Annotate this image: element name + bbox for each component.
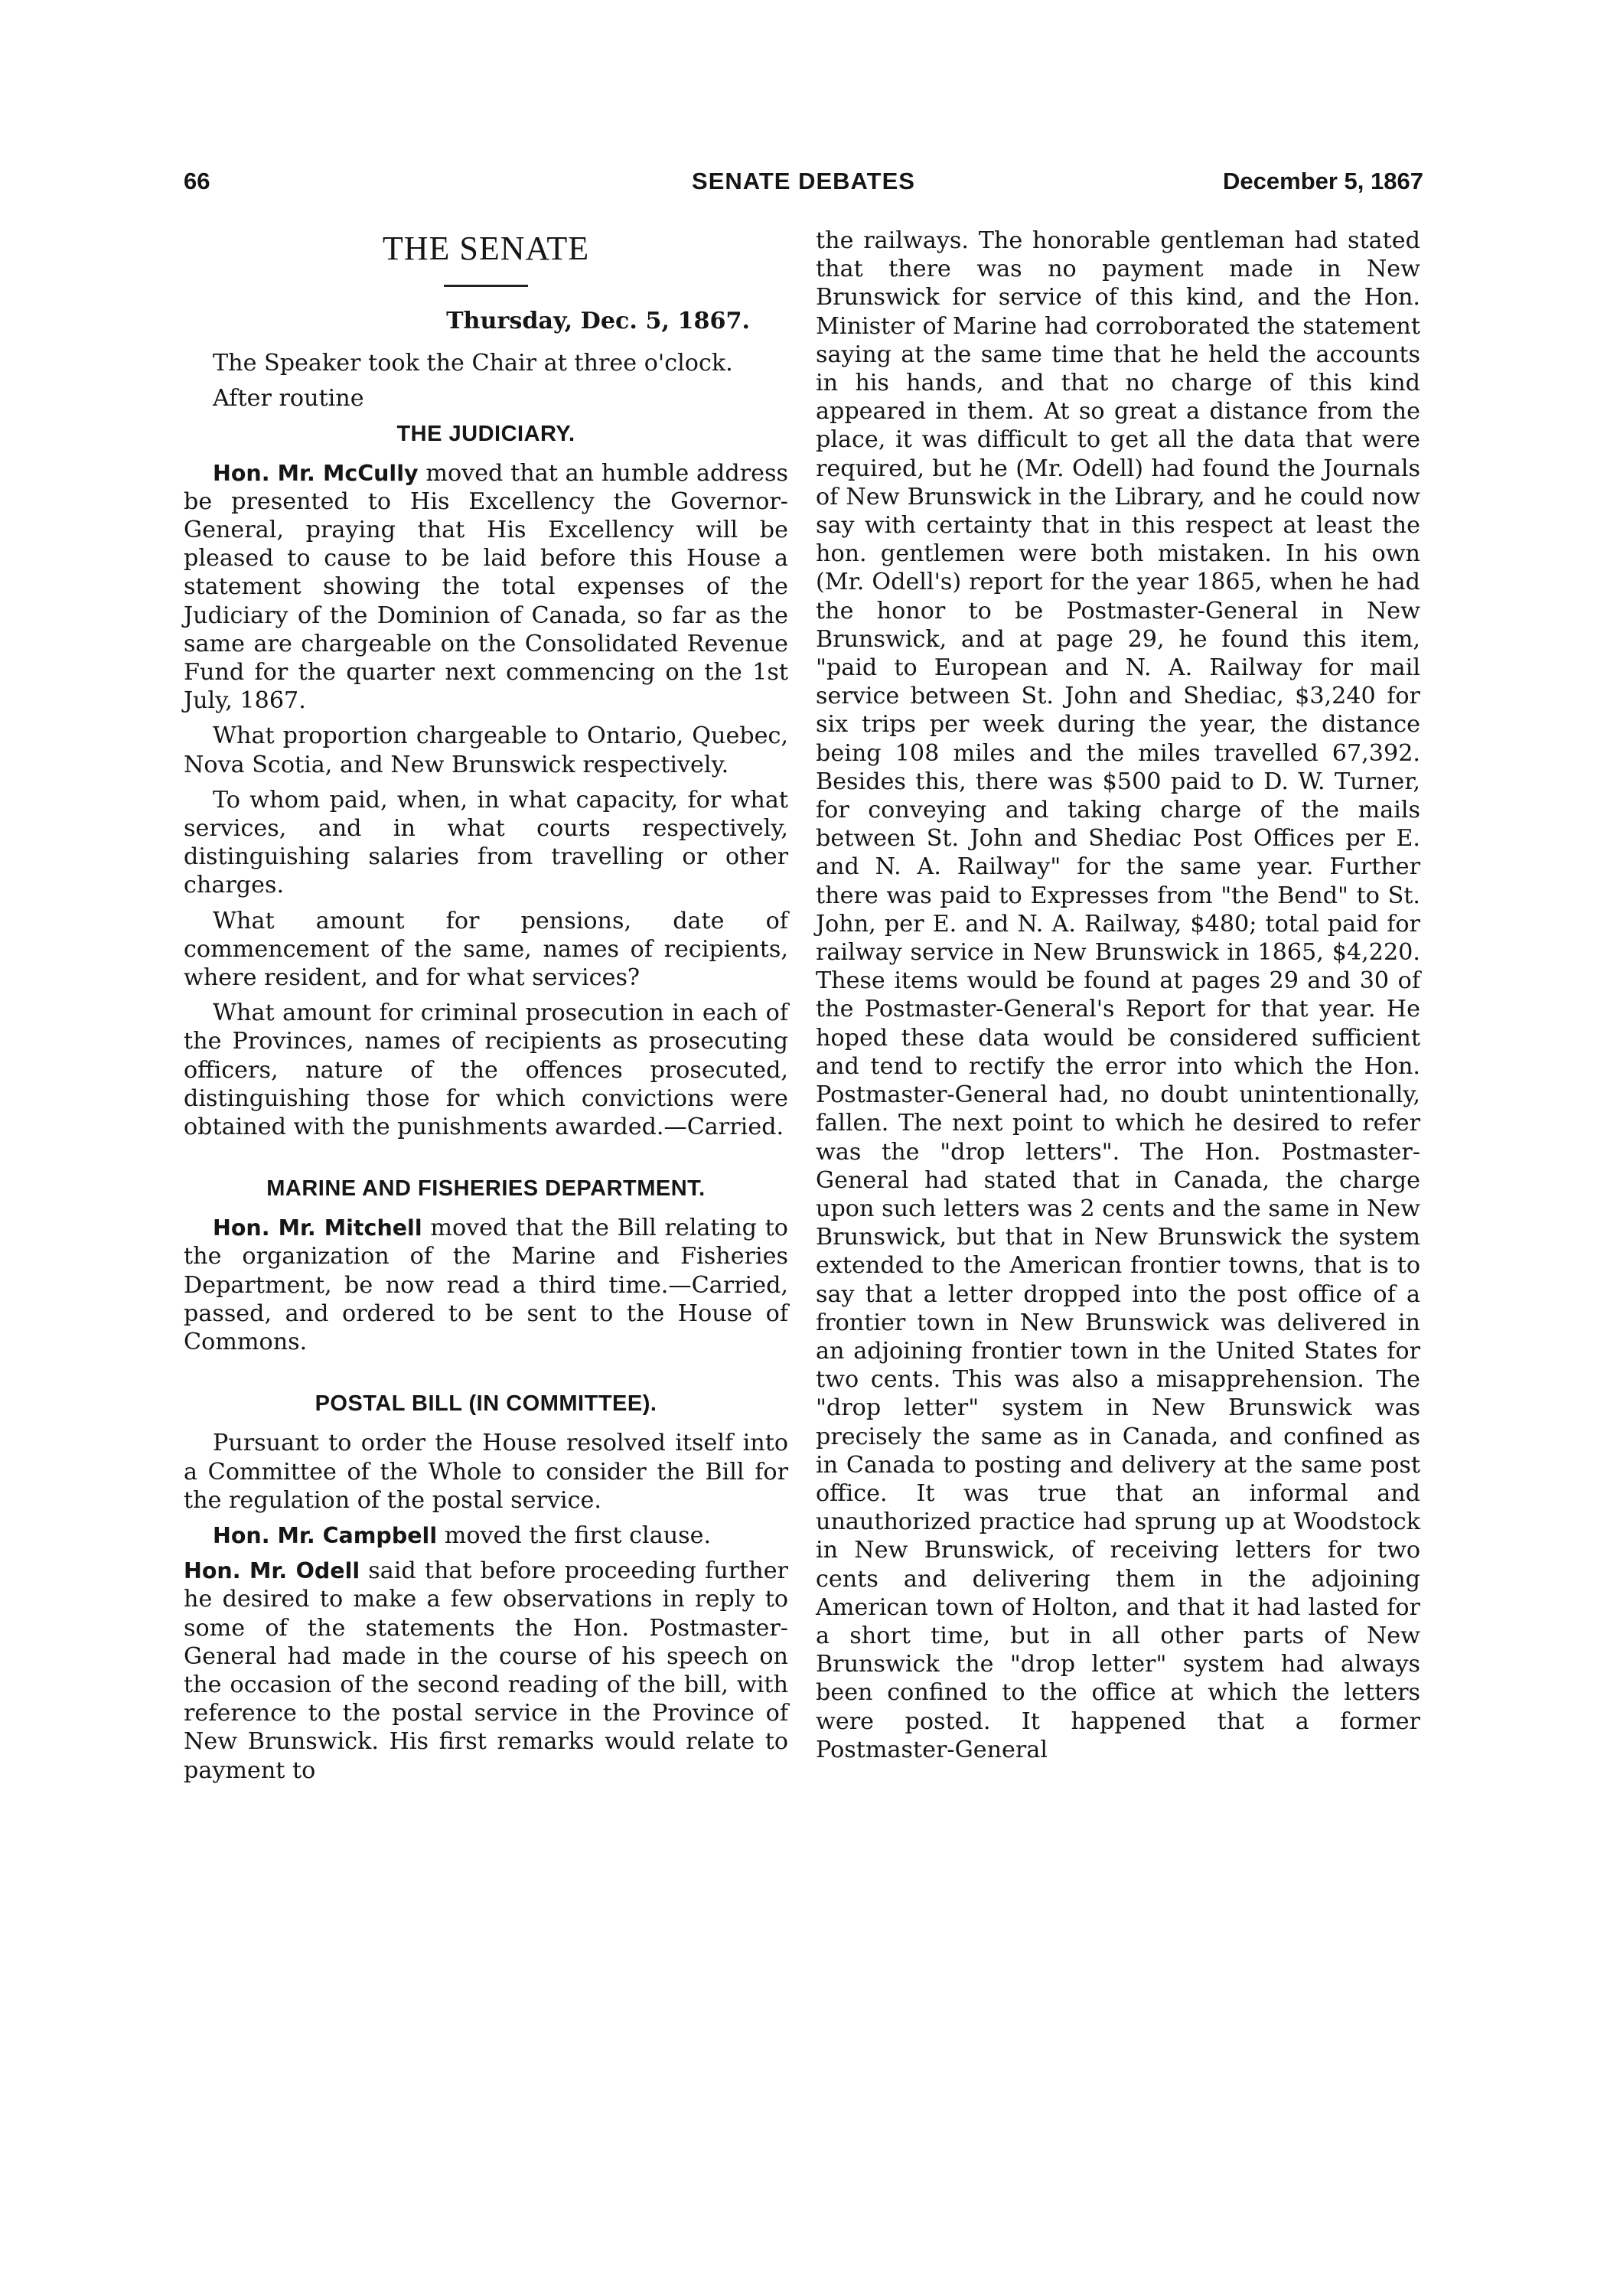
- after-routine: After routine: [213, 385, 364, 413]
- postal-paragraph: Pursuant to order the House resolved itself into a Committee of the Whole to consider the Bill for the regulation of the postal service.: [184, 1430, 788, 1514]
- speech-text: said that before proceeding further he desired to make a few observations in reply to some of the statements the Hon. Postmaster-General had made in the course of his speech on the occasion of the second reading of the bill, with reference to the postal service in the Province of New Brunswick. His first remarks would relate to payment to: [184, 1557, 788, 1784]
- speaker-name: Hon. Mr. Campbell: [213, 1522, 438, 1548]
- mitchell-motion: [184, 1214, 788, 1356]
- page-number: 66: [184, 168, 210, 194]
- odell-speech: [184, 1557, 788, 1785]
- speaker-name: Hon. Mr. Odell: [184, 1558, 360, 1584]
- running-head: [184, 162, 1423, 201]
- judiciary-heading: THE JUDICIARY.: [396, 421, 575, 446]
- left-column: [184, 227, 788, 1785]
- odell-speech-continued: the railways. The honorable gentleman had stated that there was no payment made in New Brunswick for service of this kind, and the Hon. Minister of Marine had corroborated the statement saying at the same time that he held the accounts in his hands, and that no charge of this kind appeared in them. At so great a distance from the place, it was difficult to get all the data that were required, but he (Mr. Odell) had found the Journals of New Brunswick in the Library, and he could now say with certainty that in this respect at least the hon. gentlemen were both mistaken. In his own (Mr. Odell's) report for the year 1865, when he had the honor to be Postmaster-General in New Brunswick, and at page 29, he found this item, "paid to European and N. A. Railway for mail service between St. John and Shediac, $3,240 for six trips per week during the year, the distance being 108 miles and the miles travelled 67,392. Besides this, there was $500 paid to D. W. Turner, for conveying and taking charge of the mails between St. John and Shediac Post Offices per E. and N. A. Railway" for the same year. Further there was paid to Expresses from "the Bend" to St. John, per E. and N. A. Railway, $480; total paid for railway service in New Brunswick in 1865, $4,220. These items would be found at pages 29 and 30 of the Postmaster-General's Report for that year. He hoped these data would be considered sufficient and tend to rectify the error into which the Hon. Postmaster-General had, no doubt unintentionally, fallen. The next point to which he desired to refer was the "drop letters". The Hon. Postmaster-General had stated that in Canada, the charge upon such letters was 2 cents and the same in New Brunswick, but that in New Brunswick the system extended to the American frontier towns, that is to say that a letter dropped into the post office of a frontier town in New Brunswick was delivered in an adjoining frontier town in the United States for two cents. This was also a misapprehension. The "drop letter" system in New Brunswick was precisely the same as in Canada, and confined as in Canada to posting and delivery at the same post office. It was true that an informal and unauthorized practice had sprung up at Woodstock in New Brunswick, of receiving letters for two cents and delivering them in the adjoining American town of Holton, and that it had lasted for a short time, but in all other parts of New Brunswick the "drop letter" system had always been confined to the office at which the letters were posted. It happened that a former Postmaster-General: [816, 227, 1420, 1763]
- senate-title: THE SENATE: [382, 230, 590, 267]
- question-paragraph: What amount for criminal prosecution in each of the Provinces, names of recipients as prosecuting officers, nature of the offences prosecuted, distinguishing those for which convictions were obtained with the punishments awarded.—Carried.: [184, 1000, 788, 1141]
- title-rule: [444, 285, 528, 287]
- question-paragraph: To whom paid, when, in what capacity, for what services, and in what courts respectively, distinguishing salaries from travelling or other charges.: [184, 786, 788, 899]
- speaker-name: Hon. Mr. Mitchell: [213, 1215, 422, 1241]
- speaker-took-chair: The Speaker took the Chair at three o'clock.: [213, 350, 733, 377]
- question-paragraph: What amount for pensions, date of commencement of the same, names of recipients, where resident, and for what services?: [184, 907, 788, 992]
- question-paragraph: What proportion chargeable to Ontario, Quebec, Nova Scotia, and New Brunswick respectively.: [184, 722, 788, 778]
- speaker-name: Hon. Mr. McCully: [213, 460, 419, 486]
- mccully-motion: [184, 459, 788, 716]
- postal-heading: POSTAL BILL (IN COMMITTEE).: [315, 1391, 657, 1417]
- right-column: [816, 227, 1420, 1764]
- publication-title: SENATE DEBATES: [692, 168, 915, 194]
- motion-text: moved that the Bill relating to the organization of the Marine and Fisheries Department, be now read a third time.—Carried, passed, and ordered to be sent to the House of Commons.: [184, 1215, 788, 1356]
- header-date: December 5, 1867: [1223, 168, 1423, 194]
- motion-text: moved that an humble address be presented to His Excellency the Governor-General, praying that His Excellency will be pleased to cause to be laid before this House a statement showing the total expenses of the Judiciary of the Dominion of Canada, so far as the same are chargeable on the Consolidated Revenue Fund for the quarter next commencing on the 1st July, 1867.: [184, 459, 788, 715]
- motion-text: moved the first clause.: [437, 1521, 712, 1549]
- marine-heading: MARINE AND FISHERIES DEPARTMENT.: [266, 1176, 706, 1202]
- sitting-date: Thursday, Dec. 5, 1867.: [446, 308, 750, 334]
- campbell-motion: [184, 1521, 788, 1550]
